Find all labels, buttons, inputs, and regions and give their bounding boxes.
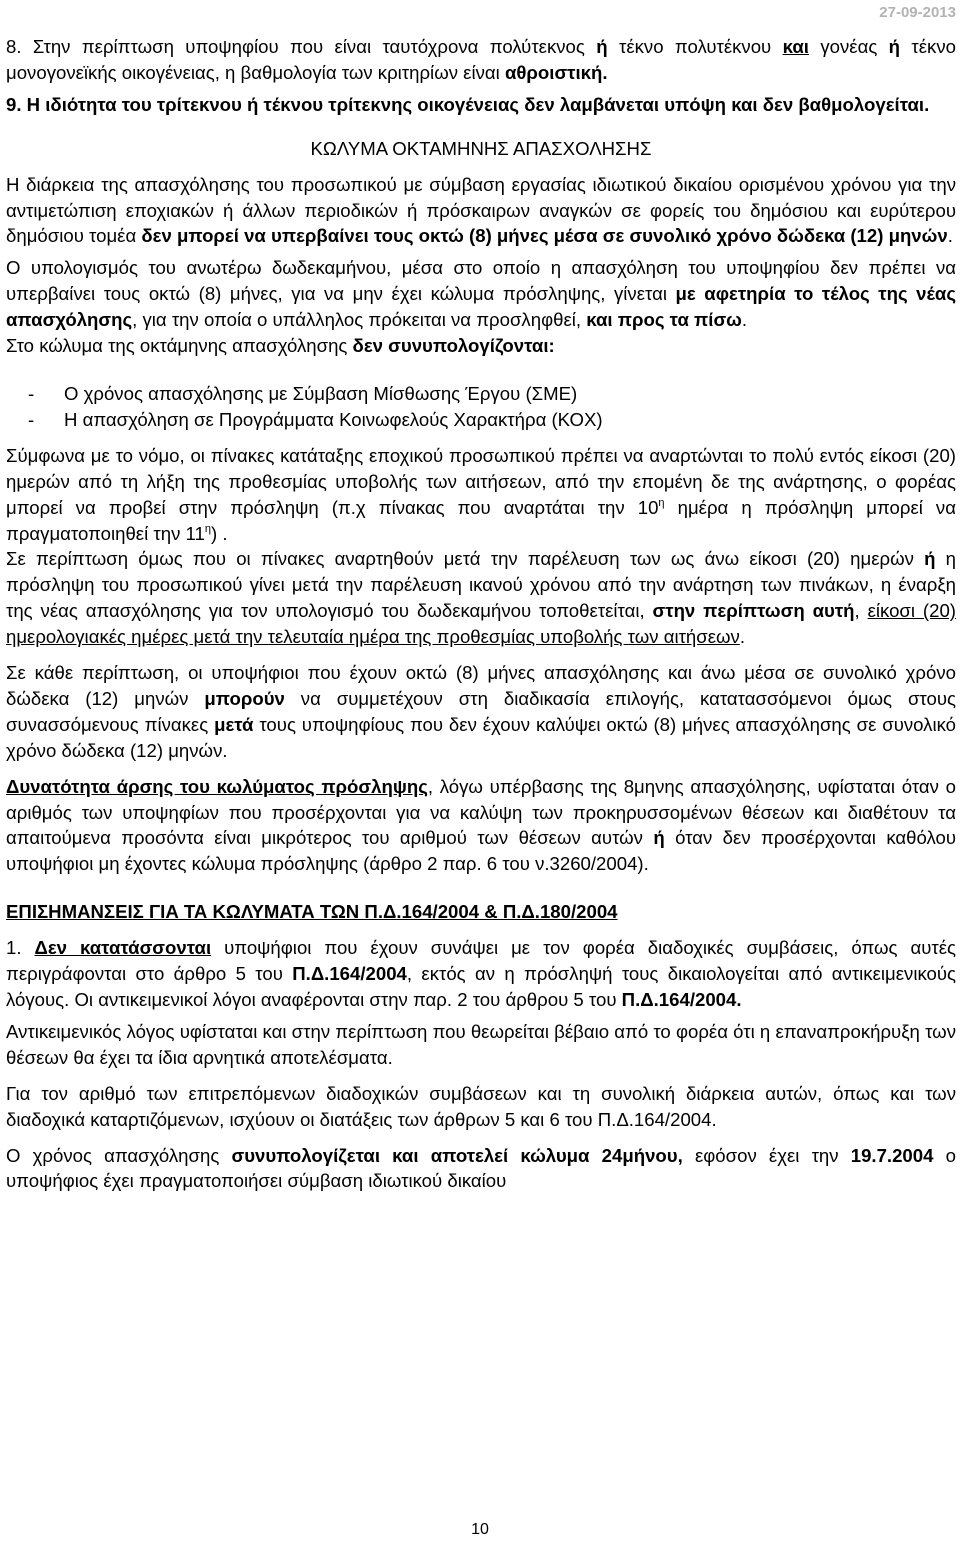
- paragraph-eligibility: Σε κάθε περίπτωση, οι υποψήφιοι που έχουν οκτώ (8) μήνες απασχόλησης και άνω μέσα σε συνολικό χρόνο δώδεκα (12) μηνών μπορούν να συμμετέχουν στη διαδικασία επιλογής, κατατασσόμενοι όμως στους συνασσόμενους πίνακες μετά τους υποψηφίους που δεν έχουν καλύψει οκτώ (8) μήνες απασχόλησης σε συνολικό χρόνο δώδεκα (12) μηνών.: [6, 662, 956, 761]
- paragraph-calculation: Ο υπολογισμός του ανωτέρω δωδεκαμήνου, μέσα στο οποίο η απασχόληση του υποψηφίου δεν πρέπει να υπερβαίνει τους οκτώ (8) μήνες, για να μην έχει κώλυμα πρόσληψης, γίνεται με αφετηρία το τέλος της νέας απασχόλησης, για την οποία ο υπάλληλος πρόκειται να προσληφθεί, και προς τα πίσω.: [6, 257, 957, 331]
- document-body: [6, 34, 956, 1194]
- item-8: 8. Στην περίπτωση υποψηφίου που είναι ταυτόχρονα πολύτεκνος ή τέκνο πολυτέκνου και γονέας ή τέκνο μονογονεϊκής οικογένειας, η βαθμολογία των κριτηρίων είναι αθροιστική.: [6, 36, 956, 83]
- paragraph-24-months: Ο χρόνος απασχόλησης συνυπολογίζεται και αποτελεί κώλυμα 24μήνου, εφόσον έχει την 19.7.2004 ο υποψήφιος έχει πραγματοποιήσει σύμβαση ιδιωτικού δικαίου: [6, 1144, 956, 1192]
- paragraph-contract-count: Για τον αριθμό των επιτρεπόμενων διαδοχικών συμβάσεων και τη συνολική διάρκεια αυτών, όπως και των διαδοχικά καταρτιζόμενων, ισχύουν οι διατάξεις των άρθρων 5 και 6 του Π.Δ.164/2004.: [6, 1082, 956, 1130]
- paragraph-delay: Σε περίπτωση όμως που οι πίνακες αναρτηθούν μετά την παρέλευση των ως άνω είκοσι (20) ημερών ή η πρόσληψη του προσωπικού γίνει μετά την παρέλευση ικανού χρόνου από την ανάρτηση των πινάκων, η έναρξη της νέας απασχόλησης για τον υπολογισμό του δωδεκαμήνου τοποθετείται, στην περίπτωση αυτή, είκοσι (20) ημερολογιακές ημέρες μετά την τελευταία ημέρα της προθεσμίας υποβολής των αιτήσεων.: [6, 548, 956, 648]
- section-title: ΚΩΛΥΜΑ ΟΚΤΑΜΗΝΗΣ ΑΠΑΣΧΟΛΗΣΗΣ: [310, 137, 652, 159]
- list-item: - Ο χρόνος απασχόλησης με Σύμβαση Μίσθωσης Έργου (ΣΜΕ): [28, 382, 578, 404]
- paragraph-posting: Σύμφωνα με το νόμο, οι πίνακες κατάταξης εποχικού προσωπικού πρέπει να αναρτώνται το πολύ εντός είκοσι (20) ημερών από τη λήξη της προθεσμίας υποβολής των αιτήσεων, από την επομένη δε της ανάρτησης, ο φορέας μπορεί να προβεί στην πρόσληψη (π.χ πίνακας που αναρτάται την $10^\eta$ ημέρα η πρόσληψη μπορεί να πραγματοποιηθεί την $11^\eta$) .: [6, 444, 956, 544]
- paragraph-objective-reason: Αντικειμενικός λόγος υφίσταται και στην περίπτωση που θεωρείται βέβαιο από το φορέα ότι η επαναπροκήρυξη των θέσεων θα έχει τα ίδια αρνητικά αποτελέσματα.: [6, 1020, 956, 1068]
- exclusions-list: [6, 381, 956, 433]
- document-date: 27-09-2013: [879, 4, 956, 21]
- item-9: 9. Η ιδιότητα του τρίτεκνου ή τέκνου τρίτεκνης οικογένειας δεν λαμβάνεται υπόψη και δεν βαθμολογείται.: [6, 93, 930, 115]
- page-number: 10: [471, 1521, 489, 1538]
- paragraph-exclusions-intro: Στο κώλυμα της οκτάμηνης απασχόλησης δεν συνυπολογίζονται:: [6, 335, 555, 357]
- paragraph-waiver: Δυνατότητα άρσης του κωλύματος πρόσληψης, λόγω υπέρβασης της 8μηνης απασχόλησης, υφίσταται όταν ο αριθμός των υποψηφίων που προσέρχονται για να καλύψη των προκηρυσσομένων θέσεων και διαθέτουν τα απαιτούμενα προσόντα είναι μικρότερος του αριθμού των θέσεων αυτών ή όταν δεν προσέρχονται καθόλου υποψήφιοι μη έχοντες κώλυμα πρόσληψης (άρθρο 2 παρ. 6 του ν.3260/2004).: [6, 775, 956, 875]
- paragraph-duration: Η διάρκεια της απασχόλησης του προσωπικού με σύμβαση εργασίας ιδιωτικού δικαίου ορισμένου χρόνου για την αντιμετώπιση εποχιακών ή άλλων περιοδικών ή πρόσκαιρων αναγκών σε φορείς του δημόσιου και ευρύτερου δημόσιου τομέα δεν μπορεί να υπερβαίνει τους οκτώ (8) μήνες μέσα σε συνολικό χρόνο δώδεκα (12) μηνών.: [6, 173, 956, 247]
- list-item: - Η απασχόληση σε Προγράμματα Κοινωφελούς Χαρακτήρα (ΚΟΧ): [28, 408, 603, 430]
- section2-title: ΕΠΙΣΗΜΑΝΣΕΙΣ ΓΙΑ ΤΑ ΚΩΛΥΜΑΤΑ ΤΩΝ Π.Δ.164/2004 & Π.Δ.180/2004: [6, 901, 618, 923]
- paragraph-successive-contracts: 1. Δεν κατατάσσονται υποψήφιοι που έχουν συνάψει με τον φορέα διαδοχικές συμβάσεις, όπως αυτές περιγράφονται στο άρθρο 5 του Π.Δ.164/2004, εκτός αν η πρόσληψή τους δικαιολογείται από αντικειμενικούς λόγους. Οι αντικειμενικοί λόγοι αναφέρονται στην παρ. 2 του άρθρου 5 του Π.Δ.164/2004.: [6, 937, 956, 1010]
